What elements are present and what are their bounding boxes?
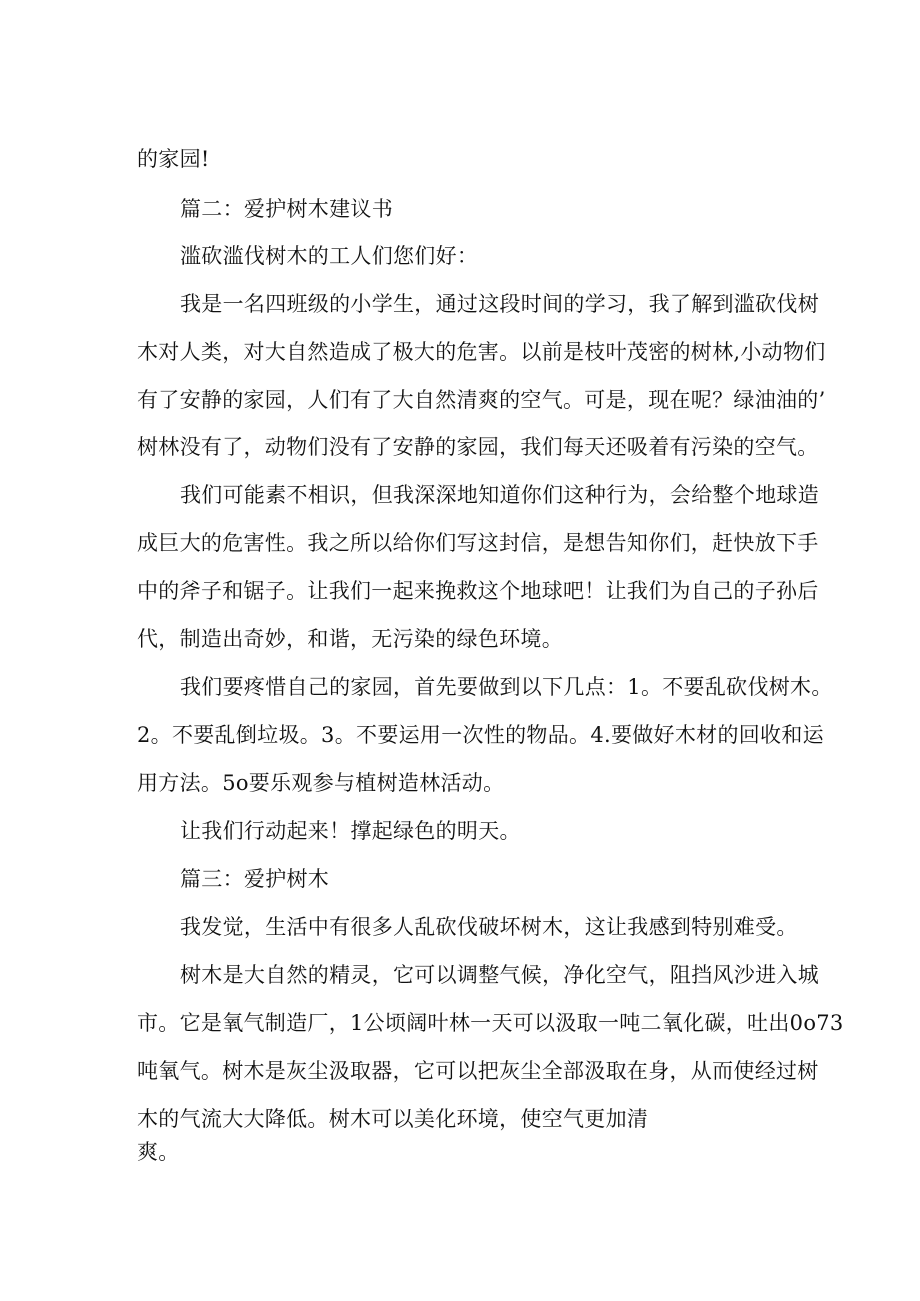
text-line: 我们要疼惜自己的家园，首先要做到以下几点：1。不要乱砍伐树木。 bbox=[180, 675, 833, 699]
text-line: 的家园! bbox=[137, 147, 210, 171]
text-line: 木对人类，对大自然造成了极大的危害。以前是枝叶茂密的树林,小动物们 bbox=[137, 340, 826, 364]
text-line: 让我们行动起来！撑起绿色的明天。 bbox=[180, 819, 521, 843]
text-line: 木的气流大大降低。树木可以美化环境，使空气更加清 bbox=[137, 1107, 649, 1131]
text-line: 用方法。5o要乐观参与植树造林活动。 bbox=[137, 771, 505, 795]
text-line: 爽。 bbox=[137, 1140, 180, 1164]
text-line: 代，制造出奇妙，和谐，无污染的绿色环境。 bbox=[137, 627, 563, 651]
text-line: 中的斧子和锯子。让我们一起来挽救这个地球吧！让我们为自己的子孙后 bbox=[137, 579, 819, 603]
text-line: 我们可能素不相识，但我深深地知道你们这种行为，会给整个地球造 bbox=[180, 483, 819, 507]
text-line: 吨氧气。树木是灰尘汲取器，它可以把灰尘全部汲取在身，从而使经过树 bbox=[137, 1059, 819, 1083]
text-line: 树林没有了，动物们没有了安静的家园，我们每天还吸着有污染的空气。 bbox=[137, 435, 819, 459]
text-line: 树木是大自然的精灵，它可以调整气候，净化空气，阻挡风沙进入城 bbox=[180, 963, 819, 987]
section-heading: 篇二：爱护树木建议书 bbox=[180, 197, 393, 221]
section-heading: 篇三：爱护树木 bbox=[180, 867, 330, 891]
text-line: 我发觉，生活中有很多人乱砍伐破坏树木，这让我感到特别难受。 bbox=[180, 915, 798, 939]
text-line: 有了安静的家园，人们有了大自然清爽的空气。可是，现在呢？绿油油的’ bbox=[137, 388, 826, 412]
salutation: 滥砍滥伐树木的工人们您们好： bbox=[180, 244, 479, 268]
text-line: 成巨大的危害性。我之所以给你们写这封信，是想告知你们，赶快放下手 bbox=[137, 531, 819, 555]
text-line: 市。它是氧气制造厂，1公顷阔叶林一天可以汲取一吨二氧化碳，吐出0o73 bbox=[137, 1011, 844, 1035]
text-line: 2。不要乱倒垃圾。3。不要运用一次性的物品。4.要做好木材的回收和运 bbox=[137, 723, 824, 747]
text-line: 我是一名四班级的小学生，通过这段时间的学习，我了解到滥砍伐树 bbox=[180, 292, 819, 316]
